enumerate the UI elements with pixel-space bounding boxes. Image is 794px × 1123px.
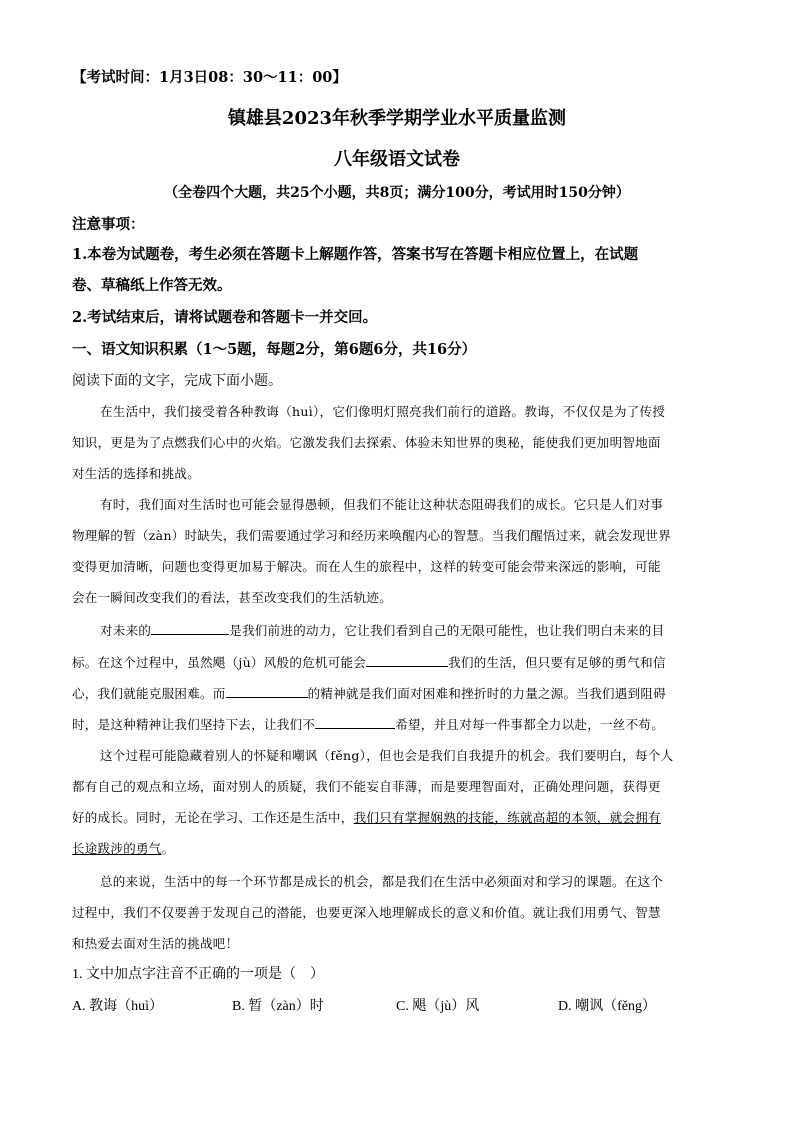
passage-line [72, 839, 722, 857]
passage-text: 对未来的 [100, 623, 152, 638]
passage-line: 这个过程可能隐藏着别人的怀疑和嘲讽（fěng），但也会是我们自我提升的机会。我们要明白，每个人 [100, 748, 674, 763]
fill-blank-3 [226, 683, 308, 698]
passage-line: 在生活中，我们接受着各种教诲（huì），它们像明灯照亮我们前行的道路。教诲，不仅仅是为了传授 [100, 404, 666, 419]
fill-blank-1 [151, 620, 229, 635]
passage-text: 是我们前进的动力，它让我们看到自己的无限可能性，也让我们明白未来的目 [229, 623, 665, 638]
exam-subtitle: 八年级语文试卷 [334, 149, 460, 170]
passage-line: 过程中，我们不仅要善于发现自己的潜能，也要更深入地理解成长的意义和价值。就让我们用勇气、智慧 [72, 905, 661, 920]
passage-line: 变得更加清晰，问题也变得更加易于解决。而在人生的旅程中，这样的转变可能会带来深远的影响，可能 [72, 559, 661, 574]
passage-text: 标。在这个过程中，虽然飓（jù）风般的危机可能会 [72, 655, 367, 670]
notes-item-2: 2.考试结束后，请将试题卷和答题卡一并交回。 [72, 309, 378, 326]
section-1-heading: 一、语文知识积累（1～5题，每题2分，第6题6分，共16分） [72, 341, 477, 358]
exam-time: 【考试时间：1月3日08：30～11：00】 [72, 69, 347, 86]
passage-line: 总的来说，生活中的每一个环节都是成长的机会，都是我们在生活中必须面对和学习的课题。在这个 [100, 874, 664, 889]
question-1-option-d: D. 嘲讽（fěng） [558, 999, 656, 1014]
passage-line [72, 683, 722, 702]
passage-line: 知识，更是为了点燃我们心中的火焰。它激发我们去探索、体验未知世界的奥秘，能使我们更加明智地面 [72, 435, 661, 450]
passage-line [72, 714, 722, 733]
passage-text: 我们的生活，但只要有足够的勇气和信 [448, 655, 666, 670]
fill-blank-2 [366, 652, 448, 667]
question-1-option-a: A. 教诲（huì） [72, 999, 163, 1014]
notes-item-1-line-1: 1.本卷为试题卷，考生必须在答题卡上解题作答，答案书写在答题卡相应位置上，在试题 [72, 246, 639, 263]
notes-heading: 注意事项： [72, 216, 145, 233]
passage-text: 心，我们就能克服困难。而 [72, 686, 226, 701]
passage-text: 。 [161, 841, 175, 856]
passage-line [72, 652, 722, 671]
question-1-option-c: C. 飓（jù）风 [396, 999, 480, 1014]
passage-line: 和热爱去面对生活的挑战吧！ [72, 936, 239, 951]
passage-line: 物理解的暂（zàn）时缺失，我们需要通过学习和经历来唤醒内心的智慧。当我们醒悟过来，就会发现世界 [72, 528, 671, 543]
notes-item-1-line-2: 卷、草稿纸上作答无效。 [72, 277, 232, 294]
passage-text: 的精神就是我们面对困难和挫折时的力量之源。当我们遇到阻碍 [307, 686, 667, 701]
passage-line: 会在一瞬间改变我们的看法，甚至改变我们的生活轨迹。 [72, 590, 393, 605]
question-1-option-b: B. 暂（zàn）时 [232, 999, 324, 1014]
underlined-sentence: 长途跋涉的勇气 [72, 841, 162, 856]
passage-line: 对生活的选择和挑战。 [72, 466, 201, 481]
passage-text: 时，是这种精神让我们坚持下去，让我们不 [72, 717, 316, 732]
underlined-sentence: 我们只有掌握娴熟的技能，练就高超的本领，就会拥有 [353, 810, 661, 825]
passage-text: 希望，并且对每一件事都全力以赴，一丝不苟。 [395, 717, 665, 732]
fill-blank-4 [315, 714, 395, 729]
exam-info: （全卷四个大题，共25个小题，共8页；满分100分，考试用时150分钟） [164, 185, 630, 201]
passage-line [100, 620, 750, 639]
passage-text: 好的成长。同时，无论在学习、工作还是生活中， [72, 810, 354, 825]
passage-line: 都有自己的观点和立场，面对别人的质疑，我们不能妄自菲薄，而是要理智面对，正确处理问题，获得更 [72, 779, 661, 794]
exam-title: 镇雄县2023年秋季学期学业水平质量监测 [227, 108, 567, 129]
question-1-stem: 1. 文中加点字注音不正确的一项是（ ） [72, 967, 324, 982]
passage-line: 有时，我们面对生活时也可能会显得愚顿，但我们不能让这种状态阻碍我们的成长。它只是人们对事 [100, 497, 664, 512]
passage-line [72, 808, 722, 826]
passage-instruction: 阅读下面的文字，完成下面小题。 [72, 374, 282, 389]
